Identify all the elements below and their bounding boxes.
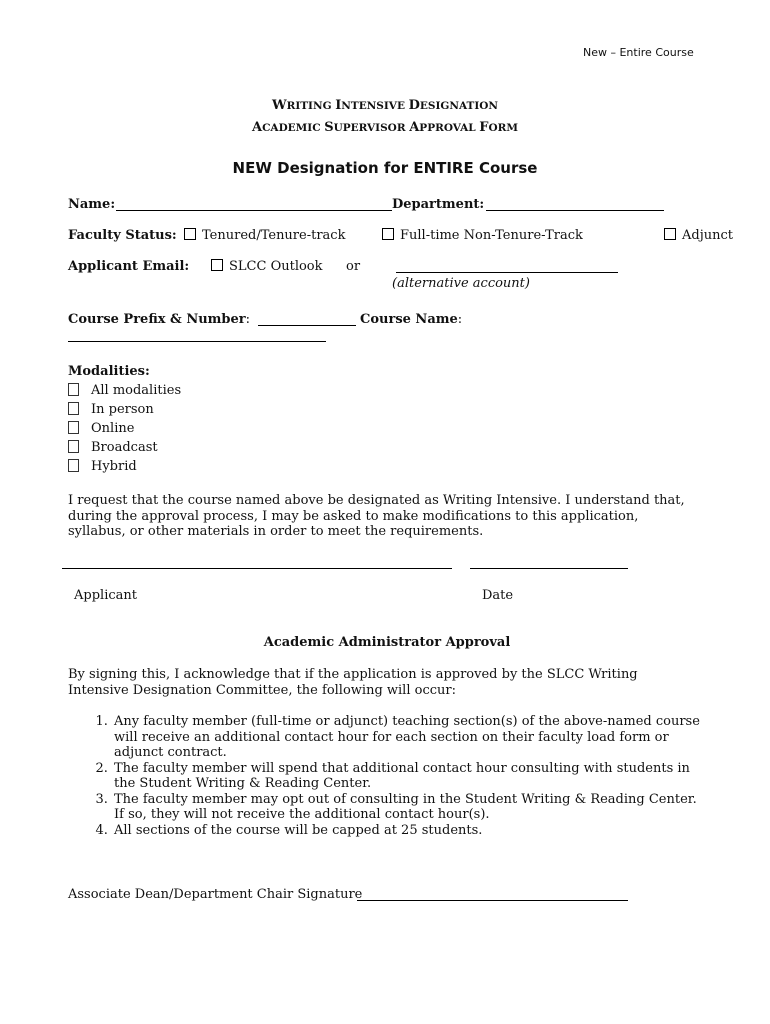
admin-conditions-list xyxy=(68,714,708,838)
slcc-outlook-checkbox[interactable]: SLCC Outlook xyxy=(211,259,323,274)
admin-approval-heading: Academic Administrator Approval xyxy=(263,635,511,650)
dean-signature-line[interactable] xyxy=(357,900,628,901)
list-item: 2. The faculty member will spend that additional contact hour consulting with students in the Student Writing & Reading Center. xyxy=(112,761,708,792)
modality-option[interactable]: In person xyxy=(68,402,154,417)
tenured-checkbox[interactable]: Tenured/Tenure-track xyxy=(184,228,345,243)
email-or-text: or xyxy=(346,259,361,274)
checkbox-icon xyxy=(68,440,79,453)
modality-option[interactable]: Broadcast xyxy=(68,440,158,455)
title-smallcaps: RITING xyxy=(286,100,336,112)
alternative-email-field[interactable] xyxy=(396,272,618,273)
list-item: 4. All sections of the course will be capped at 25 students. xyxy=(112,823,708,839)
form-title-line1 xyxy=(0,98,770,113)
applicant-label: Applicant xyxy=(74,588,137,603)
applicant-signature-line[interactable] xyxy=(62,568,452,569)
header-tag: New – Entire Course xyxy=(583,46,694,59)
dean-signature-label: Associate Dean/Department Chair Signature xyxy=(68,887,363,902)
date-line[interactable] xyxy=(470,568,628,569)
course-name-field[interactable] xyxy=(68,341,326,342)
adjunct-checkbox[interactable]: Adjunct xyxy=(664,228,733,243)
course-prefix-label: Course Prefix & Number xyxy=(68,312,246,327)
title-initial: I xyxy=(335,98,342,113)
title-smallcaps: UPERVISOR xyxy=(333,122,410,134)
title-initial: A xyxy=(251,120,263,135)
title-smallcaps: PPROVAL xyxy=(419,122,480,134)
list-item: 3. The faculty member may opt out of consulting in the Student Writing & Reading Center. If so, they will not receive the additional contact hour(s). xyxy=(112,792,708,823)
title-initial: W xyxy=(272,98,287,113)
title-smallcaps: ORM xyxy=(488,122,519,134)
title-initial: D xyxy=(408,98,420,113)
fulltime-nontenure-checkbox[interactable]: Full-time Non-Tenure-Track xyxy=(382,228,583,243)
alternative-account-hint: (alternative account) xyxy=(392,276,530,291)
modalities-label: Modalities: xyxy=(68,364,150,379)
date-label: Date xyxy=(482,588,514,603)
form-subtitle: NEW Designation for ENTIRE Course xyxy=(232,159,538,177)
title-smallcaps: CADEMIC xyxy=(262,122,325,134)
checkbox-icon xyxy=(664,228,676,240)
title-initial: S xyxy=(324,120,334,135)
checkbox-icon xyxy=(68,383,79,396)
checkbox-icon xyxy=(184,228,196,240)
modality-option[interactable]: Online xyxy=(68,421,134,436)
title-smallcaps: NTENSIVE xyxy=(341,100,409,112)
course-prefix-field[interactable] xyxy=(258,325,356,326)
title-initial: F xyxy=(479,120,489,135)
checkbox-icon xyxy=(68,402,79,415)
checkbox-icon xyxy=(382,228,394,240)
name-label: Name: xyxy=(68,197,116,212)
applicant-email-label: Applicant Email: xyxy=(68,259,190,274)
title-initial: A xyxy=(409,120,420,135)
list-item: 1. Any faculty member (full-time or adjunct) teaching section(s) of the above-named course will receive an additional contact hour for each section on their faculty load form or adjunct contract. xyxy=(112,714,708,761)
course-name-row: Course Name: xyxy=(360,312,463,327)
faculty-status-label: Faculty Status: xyxy=(68,228,177,243)
department-label: Department: xyxy=(392,197,485,212)
checkbox-icon xyxy=(68,459,79,472)
course-prefix-row: Course Prefix & Number: xyxy=(68,312,251,327)
request-statement: I request that the course named above be designated as Writing Intensive. I understand that, during the approval process, I may be asked to make modifications to this application, syllabus, or other materials in order to meet the requirements. xyxy=(68,493,685,539)
checkbox-icon xyxy=(211,259,223,271)
course-name-label: Course Name xyxy=(360,312,458,327)
form-title-line2 xyxy=(0,120,770,135)
modality-option[interactable]: All modalities xyxy=(68,383,181,398)
modality-option[interactable]: Hybrid xyxy=(68,459,137,474)
department-field[interactable] xyxy=(486,210,664,211)
admin-intro: By signing this, I acknowledge that if the application is approved by the SLCC Writing Intensive Designation Committee, the following will occur: xyxy=(68,667,638,698)
name-field[interactable] xyxy=(116,210,392,211)
title-smallcaps: ESIGNATION xyxy=(419,100,498,112)
checkbox-icon xyxy=(68,421,79,434)
